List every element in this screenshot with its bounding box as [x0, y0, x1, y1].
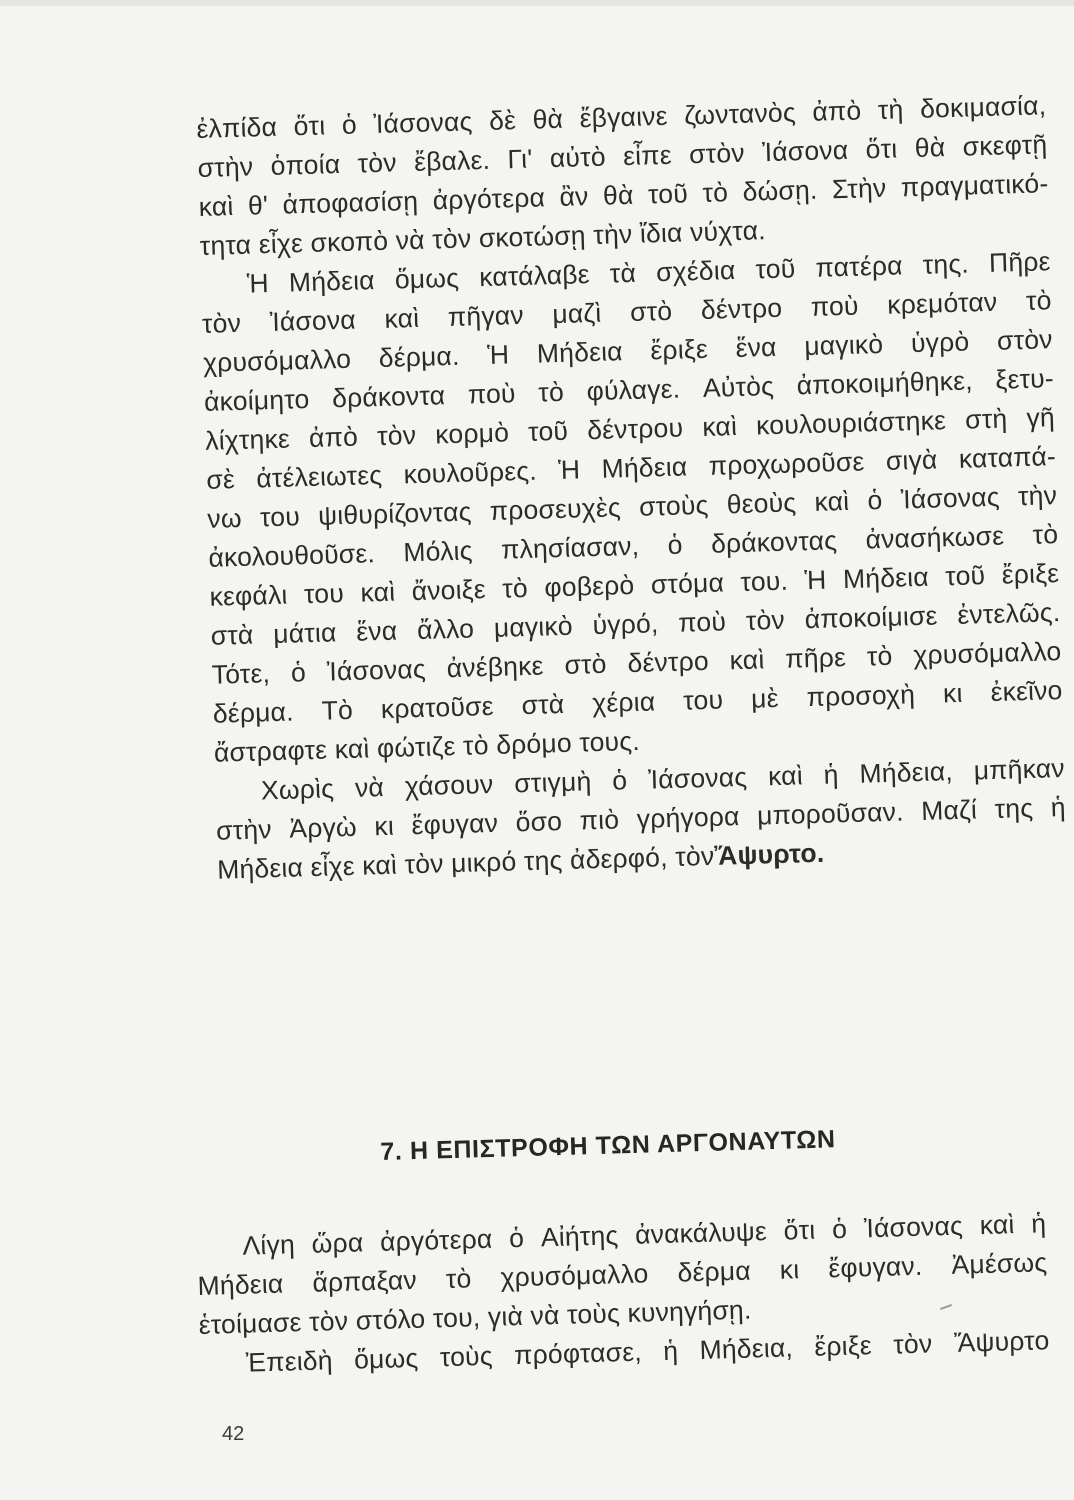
- word: τὸ: [702, 177, 729, 208]
- word: τὸ: [1032, 519, 1059, 550]
- word: στὰ: [521, 688, 565, 721]
- word: δοκιμασία,: [919, 90, 1047, 124]
- word: Ἄψυρτο: [953, 1325, 1050, 1358]
- word: δέντρο: [700, 292, 783, 325]
- word: της: [994, 792, 1034, 824]
- word: ὁ: [341, 109, 358, 140]
- word: Χωρὶς: [260, 773, 335, 806]
- word: ἀτέλειωτες: [255, 459, 383, 494]
- word: τοῦ: [755, 253, 796, 285]
- word: πραγματικό-: [900, 168, 1049, 203]
- word: τὸ: [537, 376, 565, 408]
- word: ψιθυρίζοντας: [317, 496, 472, 531]
- word: τὴ: [877, 94, 904, 125]
- word: ἔριξε: [650, 333, 709, 366]
- word: ὁ: [867, 484, 883, 516]
- word: στὸν: [996, 324, 1054, 356]
- word: ὁποία: [270, 149, 341, 181]
- word: ἔφυγαν.: [827, 1250, 923, 1284]
- word: κορμὸ: [434, 417, 510, 450]
- word: θεοὺς: [726, 487, 797, 520]
- word: θὰ: [532, 103, 564, 135]
- word: στὴν: [215, 814, 273, 846]
- word: πατέρα: [815, 250, 904, 283]
- word: Μόλις: [402, 535, 474, 568]
- word: ὅμως: [353, 1342, 419, 1375]
- word: δέντρο: [627, 645, 710, 679]
- word: ἡ: [662, 1335, 679, 1366]
- word: ὁ: [290, 657, 307, 688]
- text-line: ἄστραφτε καὶ φώτιζε τὸ δρόμο τους.: [213, 725, 641, 768]
- word: ὑγρό,: [592, 608, 659, 641]
- word: ἀργότερα: [432, 182, 546, 216]
- word: δράκοντας: [710, 525, 838, 559]
- word: νὰ: [354, 772, 385, 803]
- word: κρεμόταν: [886, 286, 998, 320]
- word: ἕνα: [735, 331, 777, 364]
- word: τοῦ: [527, 415, 569, 447]
- word: ἀποκοιμήθηκε,: [796, 365, 974, 401]
- word: τὰ: [609, 257, 637, 289]
- word: φοβερὸ: [543, 569, 635, 603]
- word: δέρμα.: [378, 340, 460, 373]
- word: φύλαγε.: [586, 373, 681, 407]
- word: τὸν: [376, 419, 417, 452]
- word: ὁ: [611, 765, 628, 796]
- word: κουλοῦρες.: [403, 455, 538, 490]
- word: ἀκοίμητο: [203, 383, 310, 417]
- text-line: ἑτοίμασε τὸν στόλο του, γιὰ νὰ τοὺς κυνηγήσῃ.: [198, 1294, 752, 1340]
- word: δώσῃ.: [742, 174, 818, 207]
- word: καὶ: [814, 485, 850, 517]
- word: χρυσόμαλλο: [500, 1258, 649, 1293]
- word: Ἰάσονα: [761, 134, 849, 168]
- word: ἀποκοίμισε: [804, 600, 938, 635]
- word: ἀπὸ: [308, 421, 359, 453]
- word: Τότε,: [211, 658, 271, 690]
- word: Στὴν: [831, 172, 887, 205]
- word: Μήδεια: [842, 561, 930, 595]
- word: προχωροῦσε: [708, 446, 865, 481]
- word: χέρια: [591, 686, 656, 719]
- word: στὴν: [197, 151, 254, 183]
- word: κουλουριάστηκε: [755, 405, 947, 441]
- word: εἶπε: [622, 139, 673, 172]
- word: τὸ: [501, 572, 529, 604]
- word: ἔριξε: [1001, 558, 1060, 590]
- word: στιγμὴ: [513, 766, 592, 799]
- word: σιγὰ: [885, 444, 938, 476]
- word: στὸ: [564, 648, 608, 680]
- word: προσευχὲς: [489, 492, 622, 526]
- word: κι: [942, 677, 964, 709]
- word: ὁ: [667, 529, 684, 560]
- word: του.: [740, 565, 789, 597]
- word: ξετυ-: [994, 363, 1055, 395]
- word: καὶ: [360, 576, 396, 608]
- word: της.: [922, 248, 970, 280]
- word: μὲ: [750, 682, 780, 714]
- word: ποὺ: [677, 606, 727, 638]
- word: θ': [247, 190, 269, 221]
- body-text-bottom: [196, 1204, 1050, 1384]
- word: δράκοντα: [331, 380, 446, 414]
- word: καὶ: [701, 411, 738, 442]
- word: αὐτὸ: [549, 141, 607, 174]
- word: ὁ: [831, 1213, 848, 1245]
- word: δέρμα: [677, 1255, 752, 1288]
- word: Ἡ: [804, 564, 827, 596]
- word: Αἰήτης: [540, 1220, 619, 1253]
- word: ποὺ: [467, 378, 516, 410]
- word: Ἀμέσως: [951, 1247, 1048, 1280]
- word: θὰ: [914, 132, 946, 163]
- word: ἀνέβηκε: [446, 650, 544, 684]
- word: Μήδεια: [601, 451, 688, 484]
- word: ὅσο: [515, 806, 563, 838]
- word: Ἰάσονας: [900, 481, 1001, 515]
- word: τοὺς: [439, 1340, 494, 1373]
- word: πῆρε: [784, 642, 847, 674]
- word: καὶ: [198, 190, 234, 222]
- word: του: [682, 684, 724, 716]
- word: ἀνακάλυψε: [634, 1216, 768, 1250]
- word: ἄλλο: [416, 613, 475, 646]
- word: ὅτι: [865, 133, 898, 165]
- word: Λίγη: [242, 1229, 296, 1261]
- word: στόμα: [650, 567, 725, 600]
- word: ἔβαλε.: [413, 144, 491, 177]
- word: δὲ: [488, 105, 517, 136]
- word: ἕνα: [355, 615, 398, 647]
- word: Μήδεια,: [859, 756, 954, 789]
- bold-name: Ἄψυρτο.: [713, 837, 825, 871]
- word: ζωντανὸς: [683, 97, 797, 131]
- body-text-top: [196, 86, 1067, 889]
- word: θὰ: [602, 179, 634, 211]
- word: ἀνασήκωσε: [865, 520, 1005, 555]
- word: δέρμα.: [212, 696, 295, 729]
- word: γρήγορα: [636, 801, 741, 834]
- word: χρυσόμαλλο: [912, 636, 1062, 671]
- word: τοῦ: [944, 560, 986, 592]
- word: μαγικὸ: [493, 610, 574, 643]
- word: Μήδεια: [197, 1268, 284, 1301]
- chapter-heading: 7. Η ΕΠΙΣΤΡΟΦΗ ΤΩΝ ΑΡΓΟΝΑΥΤΩΝ: [380, 1125, 836, 1166]
- word: ὁ: [508, 1222, 525, 1254]
- word: καὶ: [384, 302, 420, 334]
- word: πλησίασαν,: [500, 530, 640, 565]
- word: χρυσόμαλλο: [202, 343, 352, 378]
- word: τὸν: [745, 604, 786, 636]
- word: ἂν: [559, 181, 589, 212]
- word: ἀκολουθοῦσε.: [208, 538, 376, 573]
- word: λίχτηκε: [204, 423, 291, 456]
- word: στὸν: [688, 137, 746, 170]
- word: ὅτι: [783, 1214, 816, 1246]
- word: δέντρου: [586, 412, 684, 446]
- word: καταπά-: [958, 441, 1057, 474]
- word: Ἡ: [486, 339, 510, 370]
- word: στοὺς: [638, 489, 709, 522]
- word: ὅτι: [293, 110, 326, 142]
- word: στὰ: [210, 619, 254, 651]
- word: Αὐτὸς: [702, 370, 775, 403]
- word: Ἰάσονας: [647, 761, 748, 795]
- word: κρατοῦσε: [380, 690, 495, 725]
- word: σχέδια: [655, 255, 736, 288]
- word: καὶ: [979, 1209, 1015, 1241]
- word: καὶ: [729, 644, 765, 676]
- word: χάσουν: [404, 768, 494, 802]
- word: νω: [207, 502, 243, 534]
- word: ὑγρὸ: [910, 326, 970, 359]
- word: Μαζί: [920, 794, 978, 827]
- word: ἔβγαινε: [579, 100, 669, 134]
- word: πῆγαν: [447, 299, 525, 333]
- text-line-prefix: Μήδεια εἶχε καὶ τὸν μικρό της ἀδερφό, τὸν: [216, 840, 715, 885]
- word: ἡ: [1030, 1208, 1047, 1239]
- page-number: 42: [222, 1423, 245, 1445]
- word: καὶ: [767, 760, 804, 792]
- word: Ἰάσονας: [326, 653, 427, 687]
- word: Τὸ: [321, 694, 354, 726]
- word: τοῦ: [647, 178, 689, 210]
- word: ἐντελῶς.: [956, 597, 1061, 630]
- word: μποροῦσαν.: [756, 796, 905, 831]
- word: κι: [373, 810, 395, 842]
- word: κι: [779, 1254, 800, 1285]
- word: ἀποφασίσῃ: [282, 185, 419, 220]
- word: τὴν: [1017, 480, 1058, 512]
- word: Πῆρε: [988, 246, 1051, 278]
- word: Ἰάσονας: [372, 106, 473, 140]
- word: ὅμως: [394, 262, 460, 295]
- word: πιὸ: [579, 804, 620, 836]
- word: τὸ: [445, 1263, 472, 1295]
- word: ἡ: [823, 759, 840, 790]
- word: τὸν: [201, 307, 242, 339]
- word: προσοχὴ: [806, 679, 916, 713]
- word: ἄνοιξε: [411, 574, 487, 607]
- word: ἐλπίδα: [196, 111, 278, 144]
- word: τὸ: [866, 640, 893, 672]
- word: Ἀργὼ: [288, 811, 358, 844]
- word: ἔφυγαν: [411, 807, 499, 841]
- word: μαγικὸ: [803, 328, 884, 362]
- word: γῆ: [1026, 402, 1056, 433]
- word: ἡ: [1050, 791, 1067, 823]
- word: κατάλαβε: [478, 259, 591, 293]
- text-line: τητα εἶχε σκοπὸ νὰ τὸν σκοτώσῃ τὴν ἴδια νύχτα.: [199, 215, 767, 261]
- word: κεφάλι: [209, 579, 288, 612]
- word: Ἰάσονας: [863, 1210, 964, 1244]
- word: Μήδεια: [536, 336, 624, 369]
- word: μπῆκαν: [973, 753, 1066, 786]
- word: μάτια: [272, 617, 337, 650]
- word: ἐκεῖνο: [990, 675, 1063, 708]
- word: σὲ: [205, 464, 236, 495]
- word: τὸν: [892, 1328, 933, 1360]
- word: του: [259, 501, 301, 533]
- word: τὸ: [1025, 285, 1053, 316]
- word: Ἡ: [557, 454, 581, 486]
- word: ποὺ: [810, 290, 860, 322]
- word: ἅρπαξαν: [312, 1264, 418, 1298]
- word: Ἰάσονα: [269, 304, 357, 338]
- word: ἔριξε: [813, 1330, 873, 1362]
- word: μαζὶ: [552, 297, 602, 330]
- word: στὸ: [629, 295, 673, 327]
- word: Μήδεια: [288, 265, 376, 298]
- word: Ἡ: [246, 268, 270, 299]
- word: Μήδεια,: [699, 1332, 794, 1365]
- word: Γι': [507, 143, 533, 175]
- word: πρόφτασε,: [513, 1336, 643, 1371]
- word: Ἐπειδὴ: [245, 1345, 334, 1378]
- word: ὥρα: [311, 1227, 364, 1259]
- word: τὸν: [357, 147, 398, 179]
- page-top-edge: [0, 0, 1074, 6]
- word: του: [303, 578, 345, 610]
- word: στὴ: [964, 403, 1008, 435]
- word: ἀπὸ: [811, 95, 862, 127]
- word: ἀργότερα: [379, 1223, 493, 1257]
- word: σκεφτῇ: [962, 129, 1048, 162]
